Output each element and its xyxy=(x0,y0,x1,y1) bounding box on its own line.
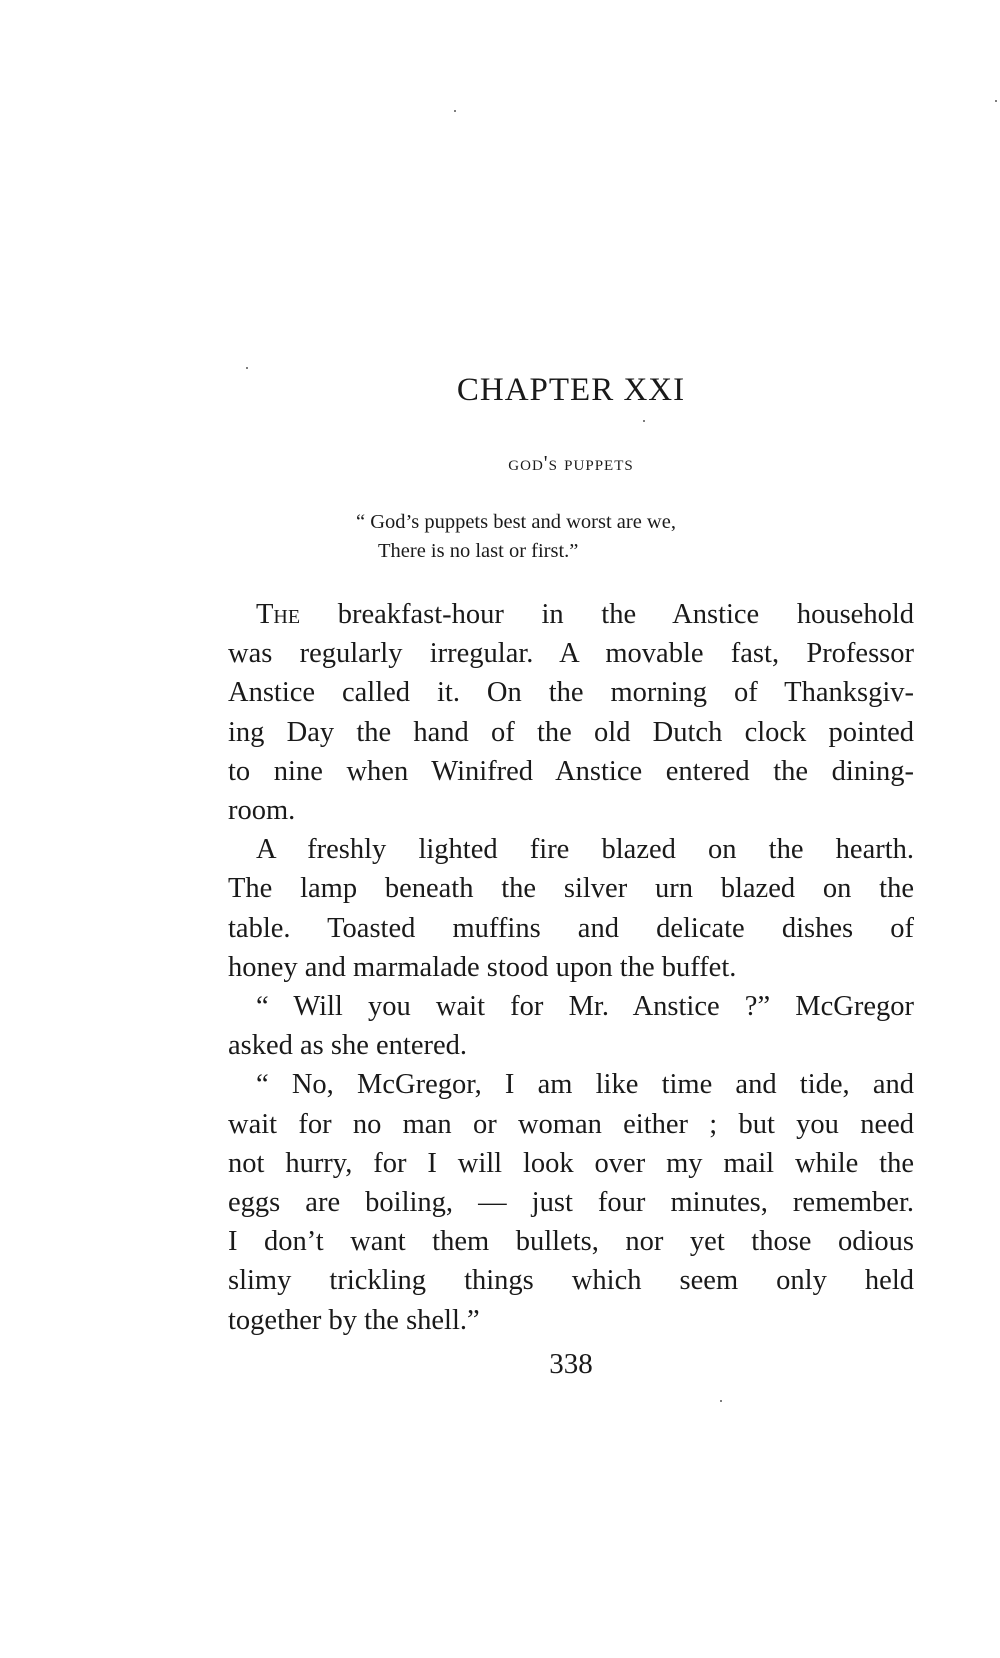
text-line: “ Will you wait for Mr. Anstice ?” McGregor xyxy=(256,991,914,1023)
text-line: wait for no man or woman either ; but you need xyxy=(228,1108,914,1140)
text-line xyxy=(228,595,914,634)
paragraph xyxy=(228,830,914,987)
text-line: asked as she entered. xyxy=(228,1030,467,1062)
text-line: not hurry, for I will look over my mail while the xyxy=(228,1147,914,1179)
body-text xyxy=(228,595,914,1340)
text-line: together by the shell.” xyxy=(228,1304,480,1336)
text-line-rest: breakfast-hour in the Anstice household xyxy=(300,599,914,630)
scan-speck xyxy=(995,100,997,102)
paragraph xyxy=(228,987,914,1065)
scan-speck xyxy=(454,110,456,112)
text-line: room. xyxy=(228,795,296,827)
text-line: “ No, McGregor, I am like time and tide, and xyxy=(256,1069,914,1101)
epigraph-line: There is no last or first.” xyxy=(378,540,579,562)
text-line: Anstice called it. On the morning of Thanksgiv- xyxy=(228,677,914,709)
text-line: was regularly irregular. A movable fast, Professor xyxy=(228,638,914,670)
epigraph xyxy=(356,508,816,566)
scan-speck xyxy=(246,367,248,369)
page-number: 338 xyxy=(549,1348,593,1380)
text-line: I don’t want them bullets, nor yet those odious xyxy=(228,1226,914,1258)
text-line: ing Day the hand of the old Dutch clock pointed xyxy=(228,716,914,748)
text-line: The lamp beneath the silver urn blazed on the xyxy=(228,873,914,905)
opening-word: The xyxy=(256,599,301,630)
scan-speck xyxy=(720,1400,722,1402)
text-line: slimy trickling things which seem only held xyxy=(228,1265,914,1297)
text-line: honey and marmalade stood upon the buffet. xyxy=(228,951,737,983)
chapter-subtitle: god's puppets xyxy=(508,451,634,475)
text-line: eggs are boiling, — just four minutes, remember. xyxy=(228,1187,914,1219)
chapter-title: CHAPTER XXI xyxy=(456,372,686,408)
text-line: to nine when Winifred Anstice entered the dining- xyxy=(228,755,914,787)
paragraph xyxy=(228,595,914,830)
paragraph xyxy=(228,1065,914,1339)
text-line: table. Toasted muffins and delicate dishes of xyxy=(228,912,914,944)
epigraph-line: “ God’s puppets best and worst are we, xyxy=(356,511,676,533)
scan-speck xyxy=(643,420,645,422)
text-line: A freshly lighted fire blazed on the hearth. xyxy=(256,834,914,866)
